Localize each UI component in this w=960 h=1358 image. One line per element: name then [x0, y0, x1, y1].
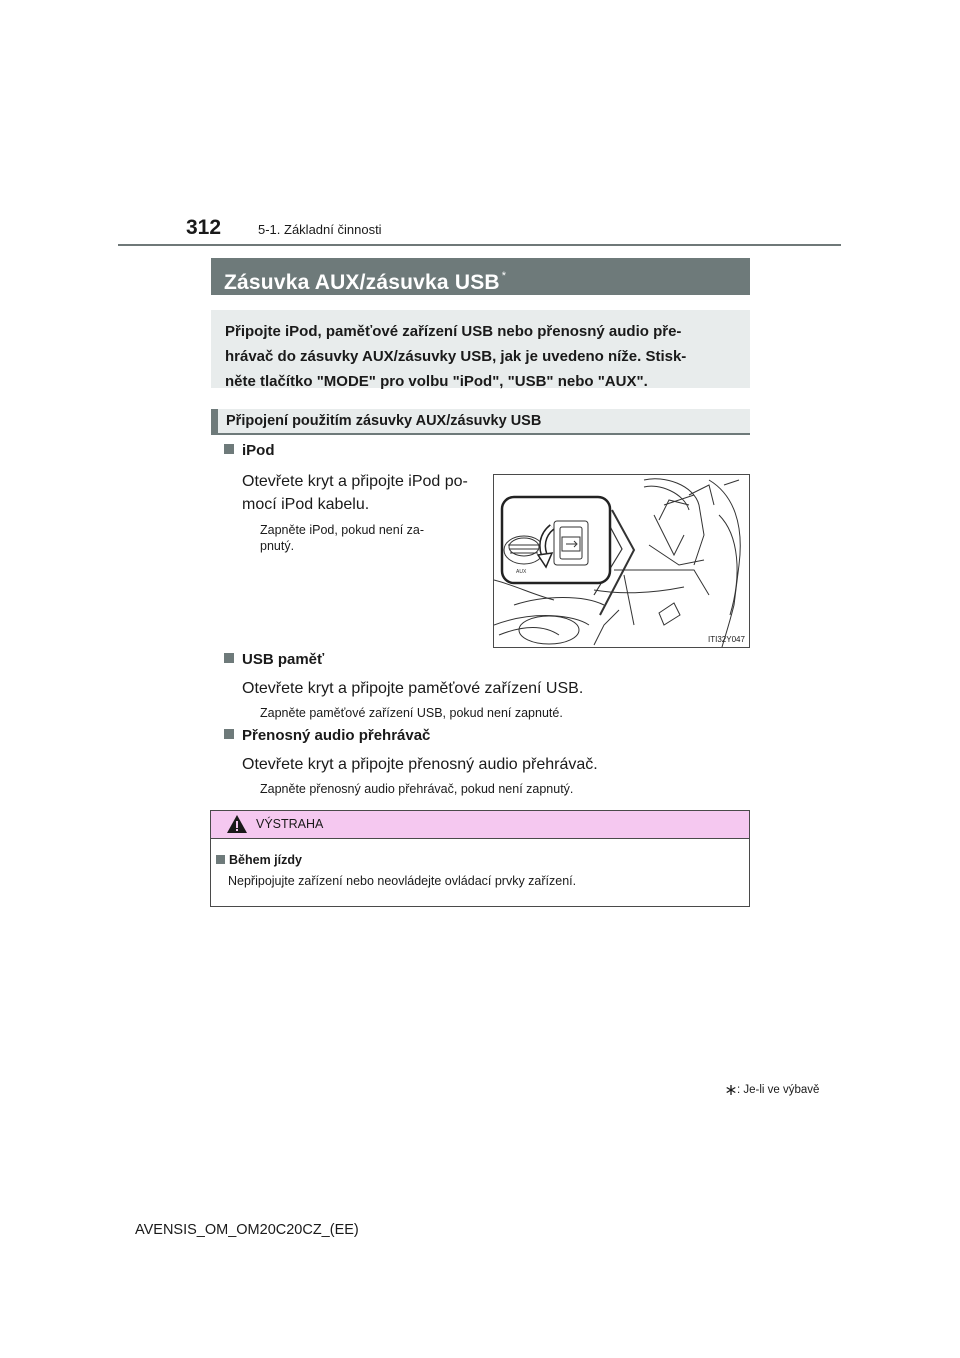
header-divider [118, 244, 841, 246]
console-drawing [494, 475, 749, 647]
section-heading-label: Přenosný audio přehrávač [242, 727, 431, 744]
usb-instruction: Otevřete kryt a připojte paměťové zařízení USB. [242, 680, 584, 697]
warning-triangle-icon [226, 814, 248, 834]
port-label: AUX [516, 569, 527, 575]
ipod-instruction [242, 470, 482, 516]
warning-title: VÝSTRAHA [256, 817, 324, 831]
body-line: mocí iPod kabelu. [242, 496, 370, 513]
warning-subheading-label: Během jízdy [229, 853, 302, 867]
player-instruction: Otevřete kryt a připojte přenosný audio přehrávač. [242, 756, 598, 773]
intro-line: Připojte iPod, paměťové zařízení USB nebo přenosný audio pře- [225, 323, 682, 340]
page-title-bar [211, 258, 750, 295]
usb-note: Zapněte paměťové zařízení USB, pokud není zapnuté. [260, 706, 563, 720]
subheading: Připojení použitím zásuvky AUX/zásuvky USB [211, 409, 750, 435]
section-heading-ipod [224, 442, 275, 459]
body-line: Otevřete kryt a připojte iPod po- [242, 473, 468, 490]
warning-body: Nepřipojujte zařízení nebo neovládejte ovládací prvky zařízení. [228, 874, 577, 888]
console-port-illustration [493, 474, 750, 648]
note-line: pnutý. [260, 539, 295, 553]
section-heading-label: USB paměť [242, 651, 325, 668]
section-title: 5-1. Základní činnosti [258, 222, 382, 237]
bullet-square-icon [224, 729, 234, 739]
section-heading-player [224, 727, 430, 744]
footnote: : Je-li ve výbavě [737, 1084, 820, 1096]
page-number: 312 [186, 216, 222, 239]
bullet-square-icon [216, 855, 225, 864]
intro-line: hrávač do zásuvky AUX/zásuvky USB, jak je uvedeno níže. Stisk- [225, 348, 687, 365]
document-code: AVENSIS_OM_OM20C20CZ_(EE) [135, 1222, 359, 1238]
section-heading-usb [224, 651, 324, 668]
player-note: Zapněte přenosný audio přehrávač, pokud není zapnutý. [260, 782, 574, 796]
figure-code: ITI32Y047 [708, 635, 745, 644]
note-line: Zapněte iPod, pokud není za- [260, 523, 425, 537]
bullet-square-icon [224, 444, 234, 454]
bullet-square-icon [224, 653, 234, 663]
intro-box [211, 310, 750, 388]
ipod-note [260, 522, 480, 554]
optional-marker: * [501, 270, 507, 282]
intro-line: něte tlačítko "MODE" pro volbu "iPod", "USB" nebo "AUX". [225, 373, 648, 390]
warning-subheading [216, 853, 302, 867]
section-heading-label: iPod [242, 442, 275, 459]
asterisk-icon [726, 1085, 736, 1095]
page-title: Zásuvka AUX/zásuvka USB [224, 271, 500, 294]
